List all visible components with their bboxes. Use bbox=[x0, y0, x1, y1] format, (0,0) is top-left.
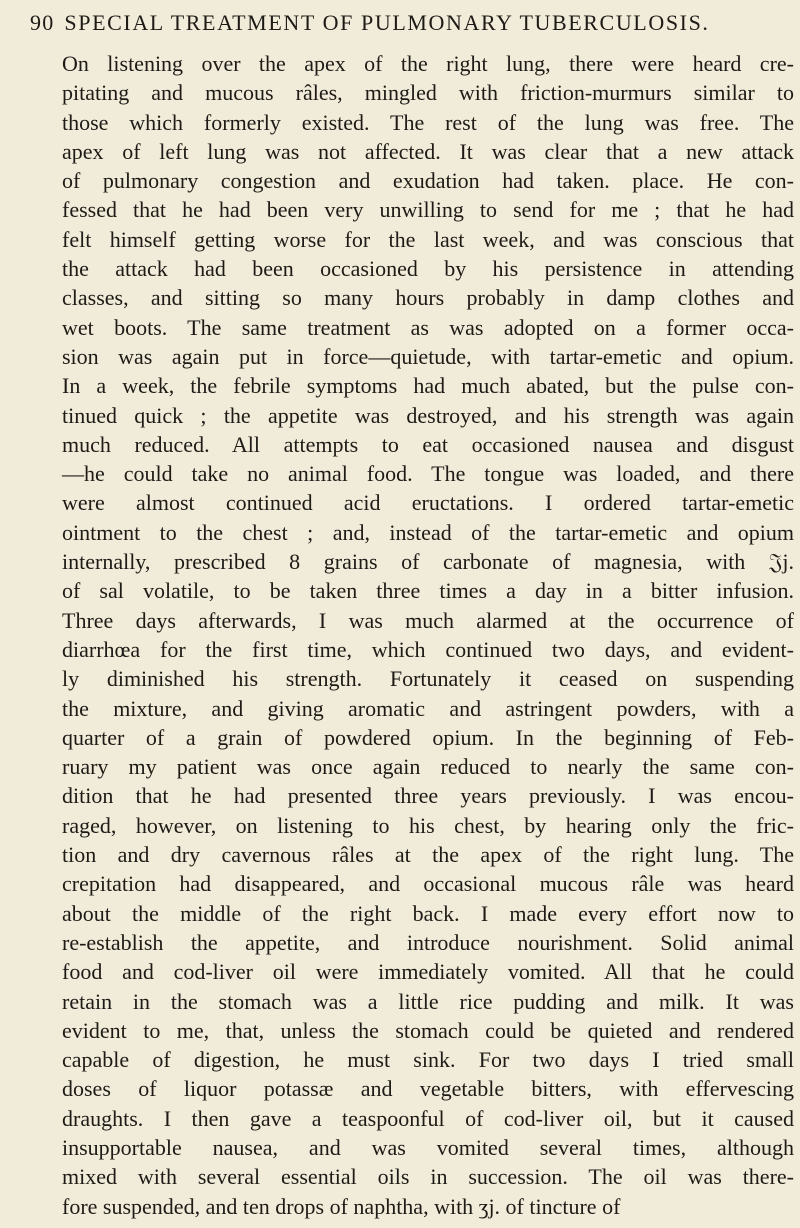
text-line: food and cod-liver oil were immediately vomited. All that he could bbox=[62, 959, 794, 985]
text-line: pitating and mucous râles, mingled with friction-murmurs similar to bbox=[62, 80, 794, 106]
text-line: mixed with several essential oils in succession. The oil was there- bbox=[62, 1164, 794, 1190]
text-line: doses of liquor potassæ and vegetable bitters, with effervescing bbox=[62, 1076, 794, 1102]
text-line: about the middle of the right back. I made every effort now to bbox=[62, 900, 794, 926]
text-line: capable of digestion, he must sink. For two days I tried small bbox=[62, 1047, 794, 1073]
text-line: quarter of a grain of powdered opium. In the beginning of Feb- bbox=[62, 724, 794, 750]
text-line: —he could take no animal food. The tongue was loaded, and there bbox=[62, 461, 794, 487]
text-line: crepitation had disappeared, and occasional mucous râle was heard bbox=[62, 871, 794, 897]
text-line: ly diminished his strength. Fortunately it ceased on suspending bbox=[62, 666, 794, 692]
text-line: felt himself getting worse for the last week, and was conscious that bbox=[62, 226, 794, 252]
text-line: raged, however, on listening to his chest, by hearing only the fric- bbox=[62, 812, 794, 838]
text-line: tion and dry cavernous râles at the apex of the right lung. The bbox=[62, 842, 794, 868]
text-line: apex of left lung was not affected. It was clear that a new attack bbox=[62, 138, 794, 164]
text-line: insupportable nausea, and was vomited several times, although bbox=[62, 1134, 794, 1160]
text-line: evident to me, that, unless the stomach could be quieted and rendered bbox=[62, 1017, 794, 1043]
text-line: ruary my patient was once again reduced to nearly the same con- bbox=[62, 754, 794, 780]
text-line: In a week, the febrile symptoms had much abated, but the pulse con- bbox=[62, 373, 794, 399]
text-line: draughts. I then gave a teaspoonful of cod-liver oil, but it caused bbox=[62, 1105, 794, 1131]
text-line: sion was again put in force—quietude, with tartar-emetic and opium. bbox=[62, 343, 794, 369]
text-line: re-establish the appetite, and introduce nourishment. Solid animal bbox=[62, 929, 794, 955]
text-line: Three days afterwards, I was much alarmed at the occurrence of bbox=[62, 607, 794, 633]
text-line: fore suspended, and ten drops of naphtha, with ʒj. of tincture of bbox=[62, 1193, 621, 1219]
text-line: much reduced. All attempts to eat occasioned nausea and disgust bbox=[62, 431, 794, 457]
page-number: 90 bbox=[30, 10, 55, 35]
text-line: wet boots. The same treatment as was adopted on a former occa- bbox=[62, 314, 794, 340]
text-line: dition that he had presented three years previously. I was encou- bbox=[62, 783, 794, 809]
text-line: internally, prescribed 8 grains of carbonate of magnesia, with 𝔍j. bbox=[62, 549, 794, 575]
text-line: the attack had been occasioned by his persistence in attending bbox=[62, 256, 794, 282]
text-line: the mixture, and giving aromatic and astringent powders, with a bbox=[62, 695, 794, 721]
text-line: classes, and sitting so many hours probably in damp clothes and bbox=[62, 285, 794, 311]
text-line: fessed that he had been very unwilling to send for me ; that he had bbox=[62, 197, 794, 223]
text-line: those which formerly existed. The rest of the lung was free. The bbox=[62, 109, 794, 135]
text-line: were almost continued acid eructations. I ordered tartar-emetic bbox=[62, 490, 794, 516]
text-line: tinued quick ; the appetite was destroyed, and his strength was again bbox=[62, 402, 794, 428]
running-title: SPECIAL TREATMENT OF PULMONARY TUBERCULOSIS. bbox=[64, 10, 710, 35]
text-line: diarrhœa for the first time, which continued two days, and evident- bbox=[62, 636, 794, 662]
body-paragraph bbox=[62, 49, 794, 1221]
text-line: of sal volatile, to be taken three times a day in a bitter infusion. bbox=[62, 578, 794, 604]
text-line: retain in the stomach was a little rice pudding and milk. It was bbox=[62, 988, 794, 1014]
running-head bbox=[30, 6, 710, 40]
text-line: ointment to the chest ; and, instead of the tartar-emetic and opium bbox=[62, 519, 794, 545]
text-line: of pulmonary congestion and exudation had taken. place. He con- bbox=[62, 168, 794, 194]
text-line: On listening over the apex of the right lung, there were heard cre- bbox=[62, 51, 794, 76]
